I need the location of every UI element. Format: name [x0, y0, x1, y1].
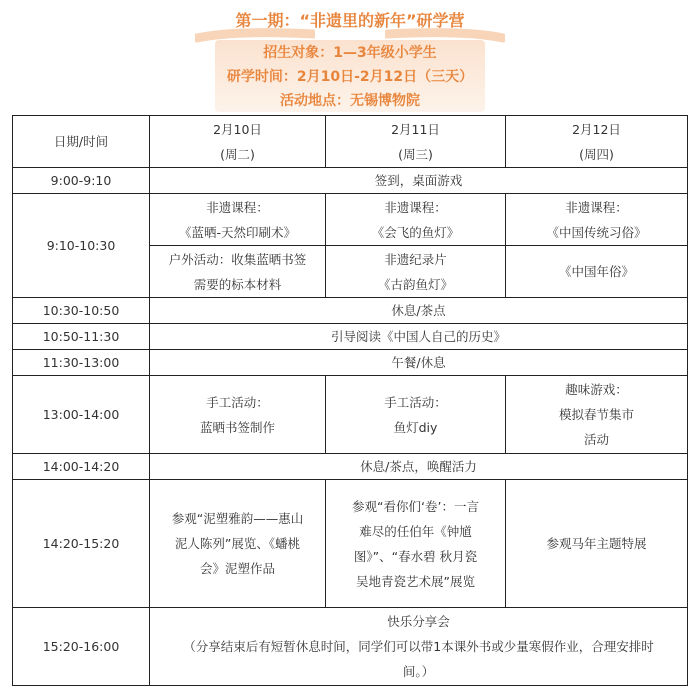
table-row	[13, 608, 688, 686]
activity-line: 鱼灯diy	[393, 419, 438, 435]
activity-cell: 签到，桌面游戏	[150, 168, 688, 194]
activity-line: 《蓝晒-天然印刷术》	[178, 224, 296, 240]
table-row	[13, 376, 688, 454]
time-cell: 14:20-15:20	[13, 480, 150, 608]
time-cell: 10:30-10:50	[13, 298, 150, 324]
activity-cell	[150, 608, 688, 686]
header	[0, 0, 700, 114]
activity-cell	[150, 480, 326, 608]
activity-cell	[506, 480, 688, 608]
activity-line: 非遗课程：	[206, 199, 269, 215]
activity-line: 《中国传统习俗》	[546, 224, 647, 240]
study-dates-text: 研学时间：2月10日-2月12日（三天）	[226, 69, 474, 85]
activity-cell	[150, 246, 326, 298]
activity-title: 快乐分享会	[387, 614, 450, 629]
location-text: 活动地点：无锡博物院	[280, 93, 420, 109]
activity-cell	[506, 246, 688, 298]
table-row	[13, 454, 688, 480]
activity-line: 会》泥塑作品	[199, 561, 275, 576]
activity-line: 蓝晒书签制作	[199, 419, 275, 435]
time-cell: 13:00-14:00	[13, 376, 150, 454]
activity-line: 《会飞的鱼灯》	[371, 224, 460, 240]
activity-line: 参观马年主题特展	[546, 536, 647, 551]
table-header-row	[13, 116, 688, 168]
table-row	[13, 324, 688, 350]
day-weekday: (周二)	[220, 146, 255, 162]
table-row	[13, 194, 688, 246]
time-header: 日期/时间	[13, 116, 150, 168]
day-header	[506, 116, 688, 168]
activity-cell: 午餐/休息	[150, 350, 688, 376]
target-audience-text: 招生对象：1—3年级小学生	[263, 45, 437, 61]
schedule-table	[12, 115, 688, 686]
activity-cell	[150, 376, 326, 454]
activity-cell	[506, 194, 688, 246]
activity-cell	[326, 246, 506, 298]
activity-line: 参观“泥塑雅韵——惠山	[171, 511, 304, 526]
time-cell: 11:30-13:00	[13, 350, 150, 376]
activity-line: 非遗课程：	[565, 199, 628, 215]
time-cell: 9:00-9:10	[13, 168, 150, 194]
activity-line: 吴地青瓷艺术展”展览	[356, 573, 475, 589]
activity-note: 间。）	[402, 664, 435, 679]
day-date: 2月12日	[572, 121, 621, 137]
activity-cell	[506, 376, 688, 454]
activity-line: 需要的标本材料	[193, 276, 282, 292]
activity-line: 趣味游戏：	[565, 382, 628, 397]
activity-line: 手工活动：	[206, 394, 269, 410]
activity-line: 非遗课程：	[384, 199, 447, 215]
table-row	[13, 298, 688, 324]
activity-line: 图》”、“春水碧 秋月瓷	[353, 548, 478, 564]
activity-line: 模拟春节集市	[558, 407, 634, 422]
time-cell: 10:50-11:30	[13, 324, 150, 350]
activity-line: 《古韵鱼灯》	[377, 276, 453, 292]
day-header	[150, 116, 326, 168]
day-weekday: (周三)	[398, 146, 433, 162]
activity-line: 户外活动：收集蓝晒书签	[168, 251, 307, 267]
activity-line: 《中国年俗》	[558, 264, 634, 279]
day-header	[326, 116, 506, 168]
activity-line: 难尽的任伯年《钟馗	[359, 523, 472, 539]
activity-line: 泥人陈列”展览、《蟠桃	[174, 536, 301, 551]
activity-line: 非遗纪录片	[384, 251, 447, 267]
page-title: 第一期：“非遗里的新年”研学营	[235, 11, 465, 30]
time-cell: 15:20-16:00	[13, 608, 150, 686]
time-cell: 14:00-14:20	[13, 454, 150, 480]
activity-line: 手工活动：	[384, 394, 447, 410]
activity-cell	[326, 194, 506, 246]
activity-note: （分享结束后有短暂休息时间，同学们可以带1本课外书或少量寒假作业，合理安排时	[183, 639, 654, 654]
activity-line: 参观“看你们‘卷’：一言	[352, 498, 479, 514]
time-cell: 9:10-10:30	[13, 194, 150, 298]
activity-cell: 休息/茶点，唤醒活力	[150, 454, 688, 480]
table-row	[13, 480, 688, 608]
activity-cell: 引导阅读《中国人自己的历史》	[150, 324, 688, 350]
day-date: 2月11日	[391, 121, 440, 137]
activity-cell	[150, 194, 326, 246]
activity-cell: 休息/茶点	[150, 298, 688, 324]
activity-cell	[326, 376, 506, 454]
day-date: 2月10日	[213, 121, 262, 137]
day-weekday: (周四)	[579, 146, 614, 162]
table-row	[13, 168, 688, 194]
activity-line: 活动	[583, 432, 609, 447]
activity-cell	[326, 480, 506, 608]
table-row	[13, 350, 688, 376]
